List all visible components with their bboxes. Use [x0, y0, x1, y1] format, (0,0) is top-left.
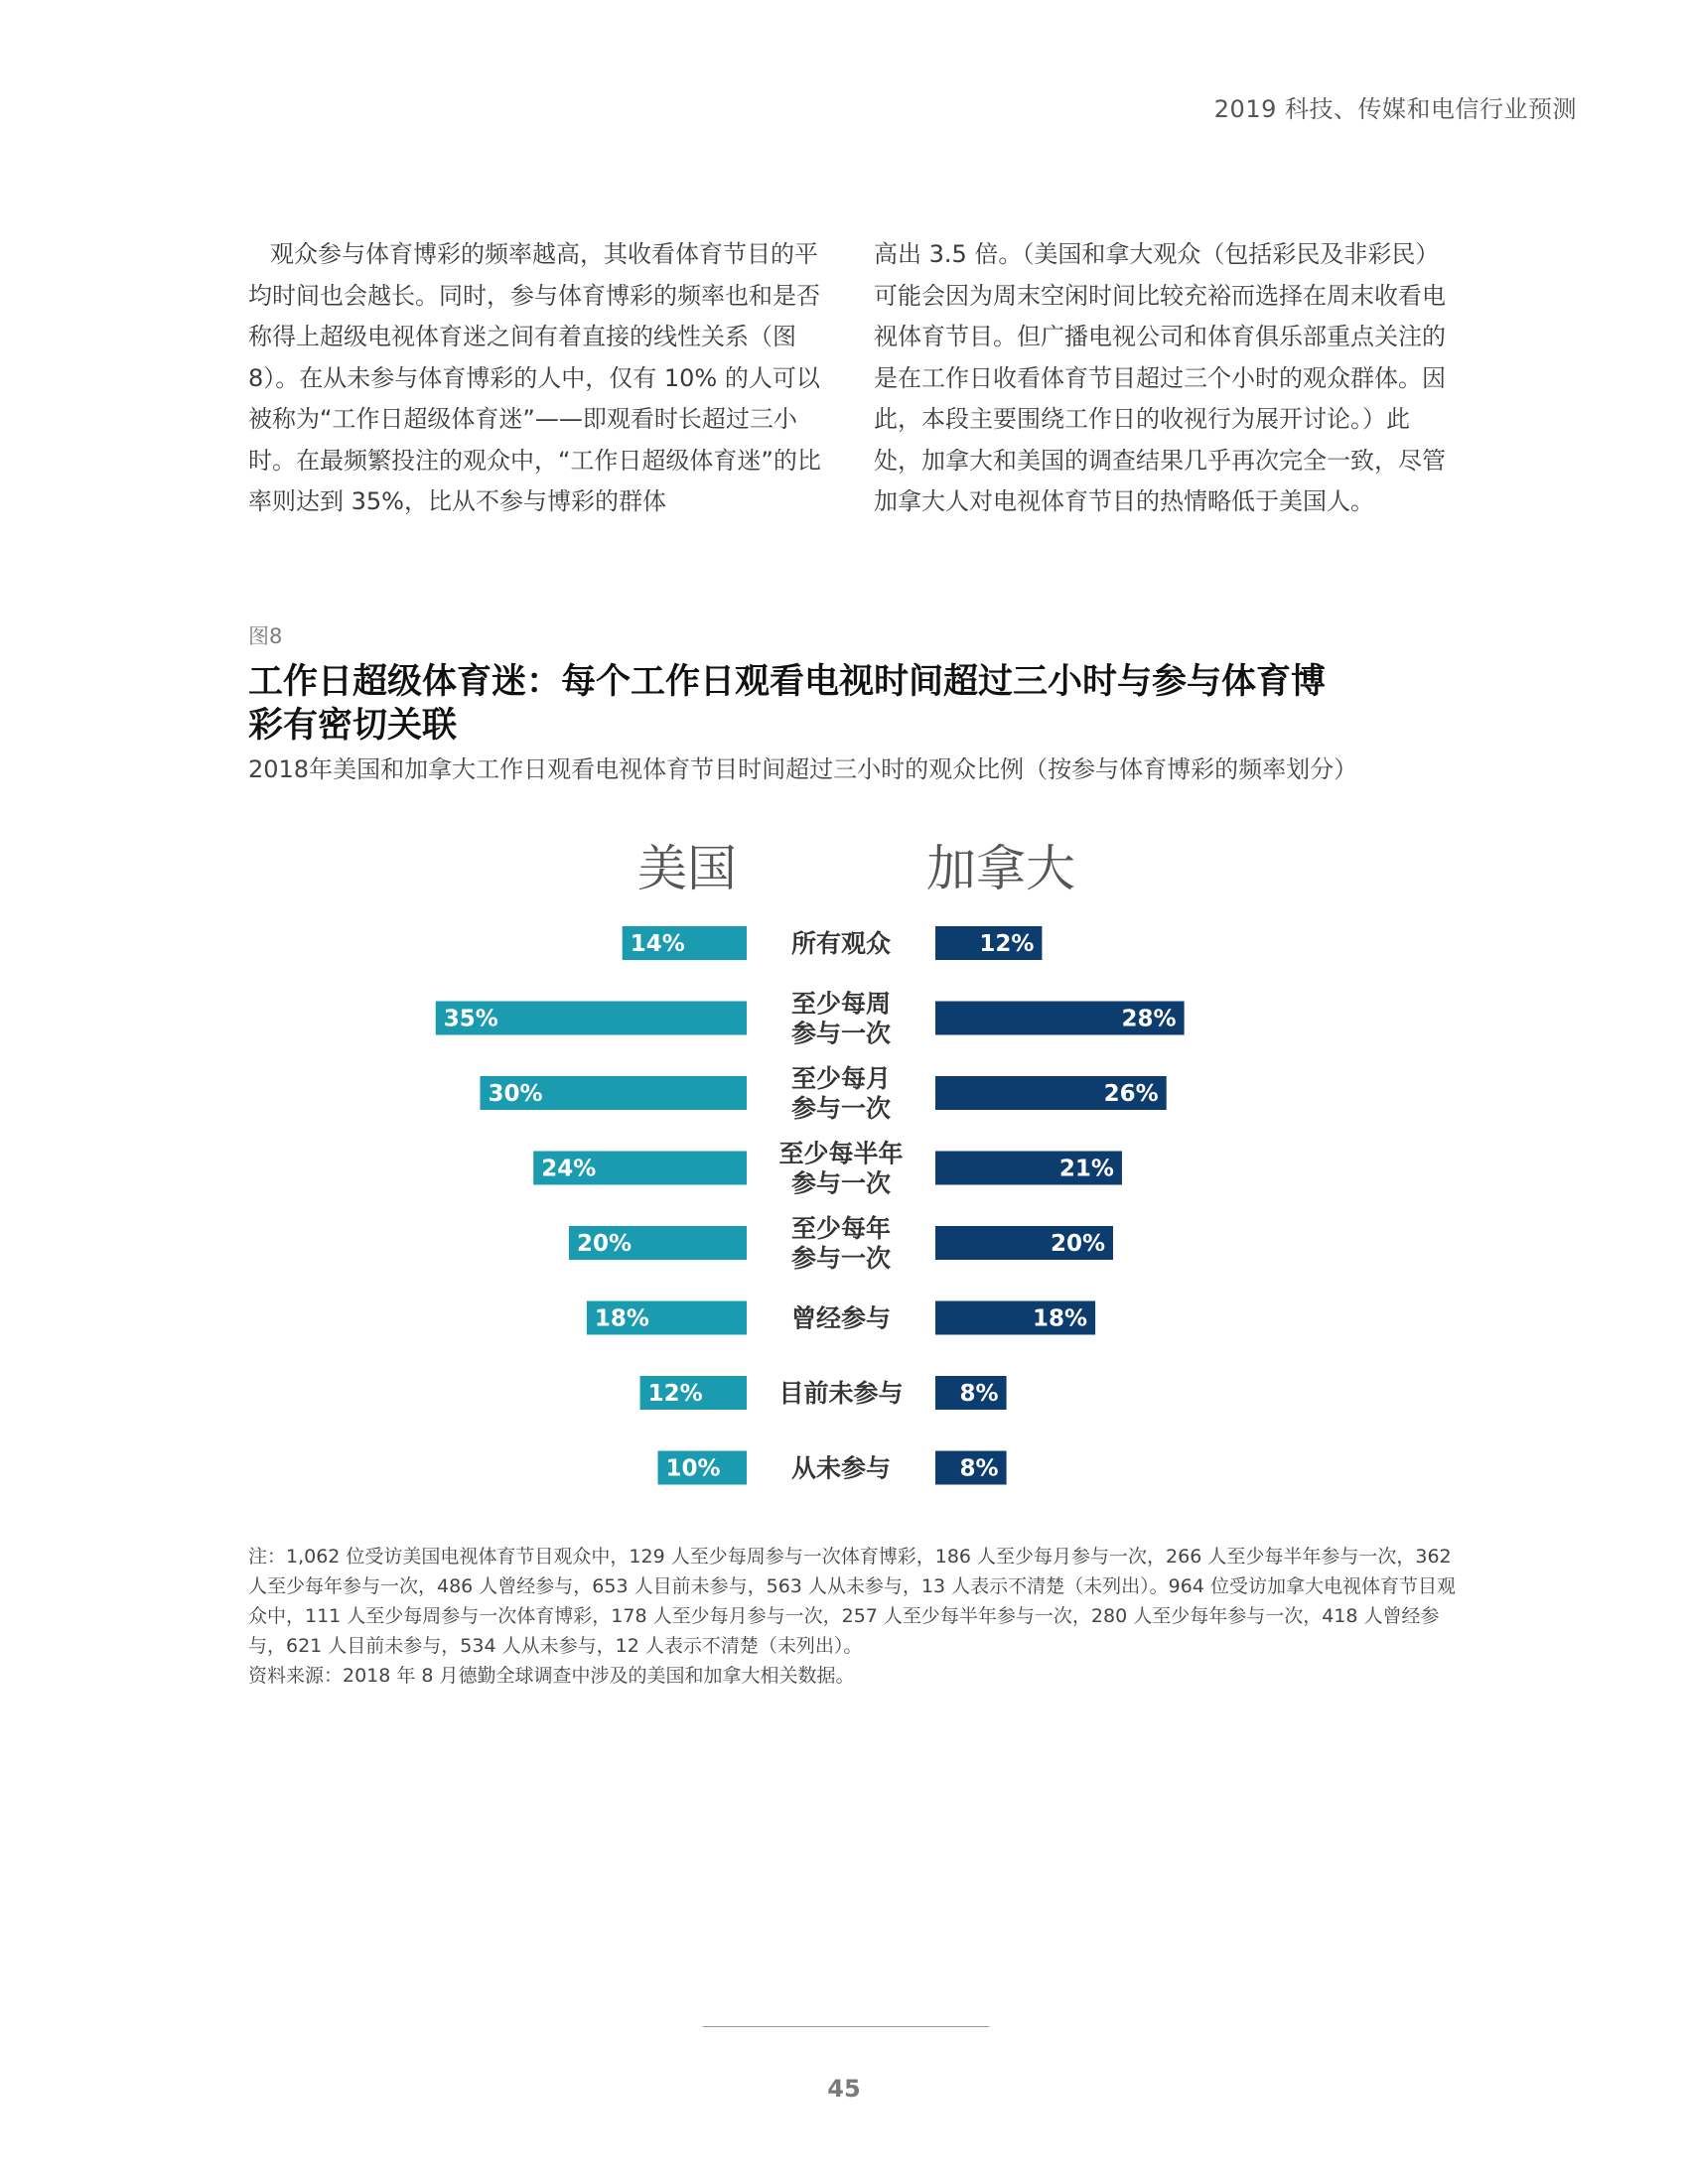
- category-label: 从未参与: [790, 1453, 892, 1483]
- canada-value-label: 8%: [959, 1381, 999, 1407]
- body-text-left-column: [248, 234, 824, 523]
- category-label: 曾经参与: [790, 1303, 892, 1333]
- series-header-us: 美国: [637, 840, 737, 897]
- figure-label: 图8: [248, 624, 283, 648]
- canada-value-label: 18%: [1033, 1305, 1088, 1332]
- footer-divider: [703, 2026, 989, 2027]
- us-value-label: 12%: [647, 1381, 703, 1407]
- body-paragraph-left: 观众参与体育博彩的频率越高，其收看体育节目的平均时间也会越长。同时，参与体育博彩的频率也和是否称得上超级电视体育迷之间有着直接的线性关系（图 8）。在从未参与体育博彩的人中，仅有 10% 的人可以被称为“工作日超级体育迷”——即观看时长超过三小时。在最频繁投注的观众中，“工作日超级体育迷”的比率则达到 35%，比从不参与博彩的群体: [248, 240, 821, 515]
- canada-value-label: 20%: [1050, 1231, 1105, 1257]
- category-label: 目前未参与: [778, 1379, 904, 1408]
- running-header: 2019 科技、传媒和电信行业预测: [1213, 95, 1577, 123]
- canada-value-label: 26%: [1103, 1081, 1159, 1107]
- figure-notes: [248, 1542, 1460, 1691]
- page-number: 45: [827, 2075, 861, 2103]
- us-value-label: 30%: [488, 1081, 543, 1107]
- us-value-label: 20%: [577, 1231, 633, 1257]
- body-paragraph-right: 高出 3.5 倍。（美国和拿大观众（包括彩民及非彩民）可能会因为周末空闲时间比较充裕而选择在周末收看电视体育节目。但广播电视公司和体育俱乐部重点关注的是在工作日收看体育节目超过三个小时的观众群体。因此，本段主要围绕工作日的收视行为展开讨论。）此处，加拿大和美国的调查结果几乎再次完全一致，尽管加拿大人对电视体育节目的热情略低于美国人。: [874, 240, 1446, 515]
- category-label: 至少每半年参与一次: [778, 1139, 904, 1198]
- canada-value-label: 21%: [1058, 1156, 1114, 1182]
- series-header-canada: 加拿大: [926, 840, 1075, 897]
- figure-title: 工作日超级体育迷：每个工作日观看电视时间超过三小时与参与体育博彩有密切关联: [248, 662, 1327, 746]
- body-text-right-column: [874, 234, 1450, 523]
- us-value-label: 18%: [594, 1305, 649, 1332]
- us-value-label: 10%: [665, 1455, 721, 1482]
- category-label: 至少每周参与一次: [790, 989, 892, 1048]
- us-value-label: 35%: [443, 1006, 498, 1032]
- butterfly-bar-chart: [0, 834, 1688, 1509]
- us-value-label: 14%: [630, 931, 685, 957]
- source-text: 资料来源：2018 年 8 月德勤全球调查中涉及的美国和加拿大相关数据。: [248, 1665, 855, 1687]
- category-label: 至少每年参与一次: [790, 1214, 892, 1273]
- us-value-label: 24%: [541, 1156, 597, 1182]
- category-label: 至少每月参与一次: [790, 1064, 892, 1123]
- canada-value-label: 12%: [979, 931, 1035, 957]
- canada-value-label: 8%: [959, 1455, 999, 1482]
- figure-subtitle: 2018年美国和加拿大工作日观看电视体育节目时间超过三小时的观众比例（按参与体育博彩的频率划分）: [248, 755, 1358, 783]
- canada-value-label: 28%: [1121, 1006, 1177, 1032]
- note-text: 注：1,062 位受访美国电视体育节目观众中，129 人至少每周参与一次体育博彩，186 人至少每月参与一次，266 人至少每半年参与一次，362 人至少每年参与一次，486 人曾经参与，653 人目前未参与，563 人从未参与，13 人表示不清楚（未列出）。964 位受访加拿大电视体育节目观众中，111 人至少每周参与一次体育博彩，178 人至少每月参与一次，257 人至少每半年参与一次，280 人至少每年参与一次，418 人曾经参与，621 人目前未参与，534 人从未参与，12 人表示不清楚（未列出）。: [248, 1546, 1456, 1657]
- category-label: 所有观众: [790, 929, 892, 958]
